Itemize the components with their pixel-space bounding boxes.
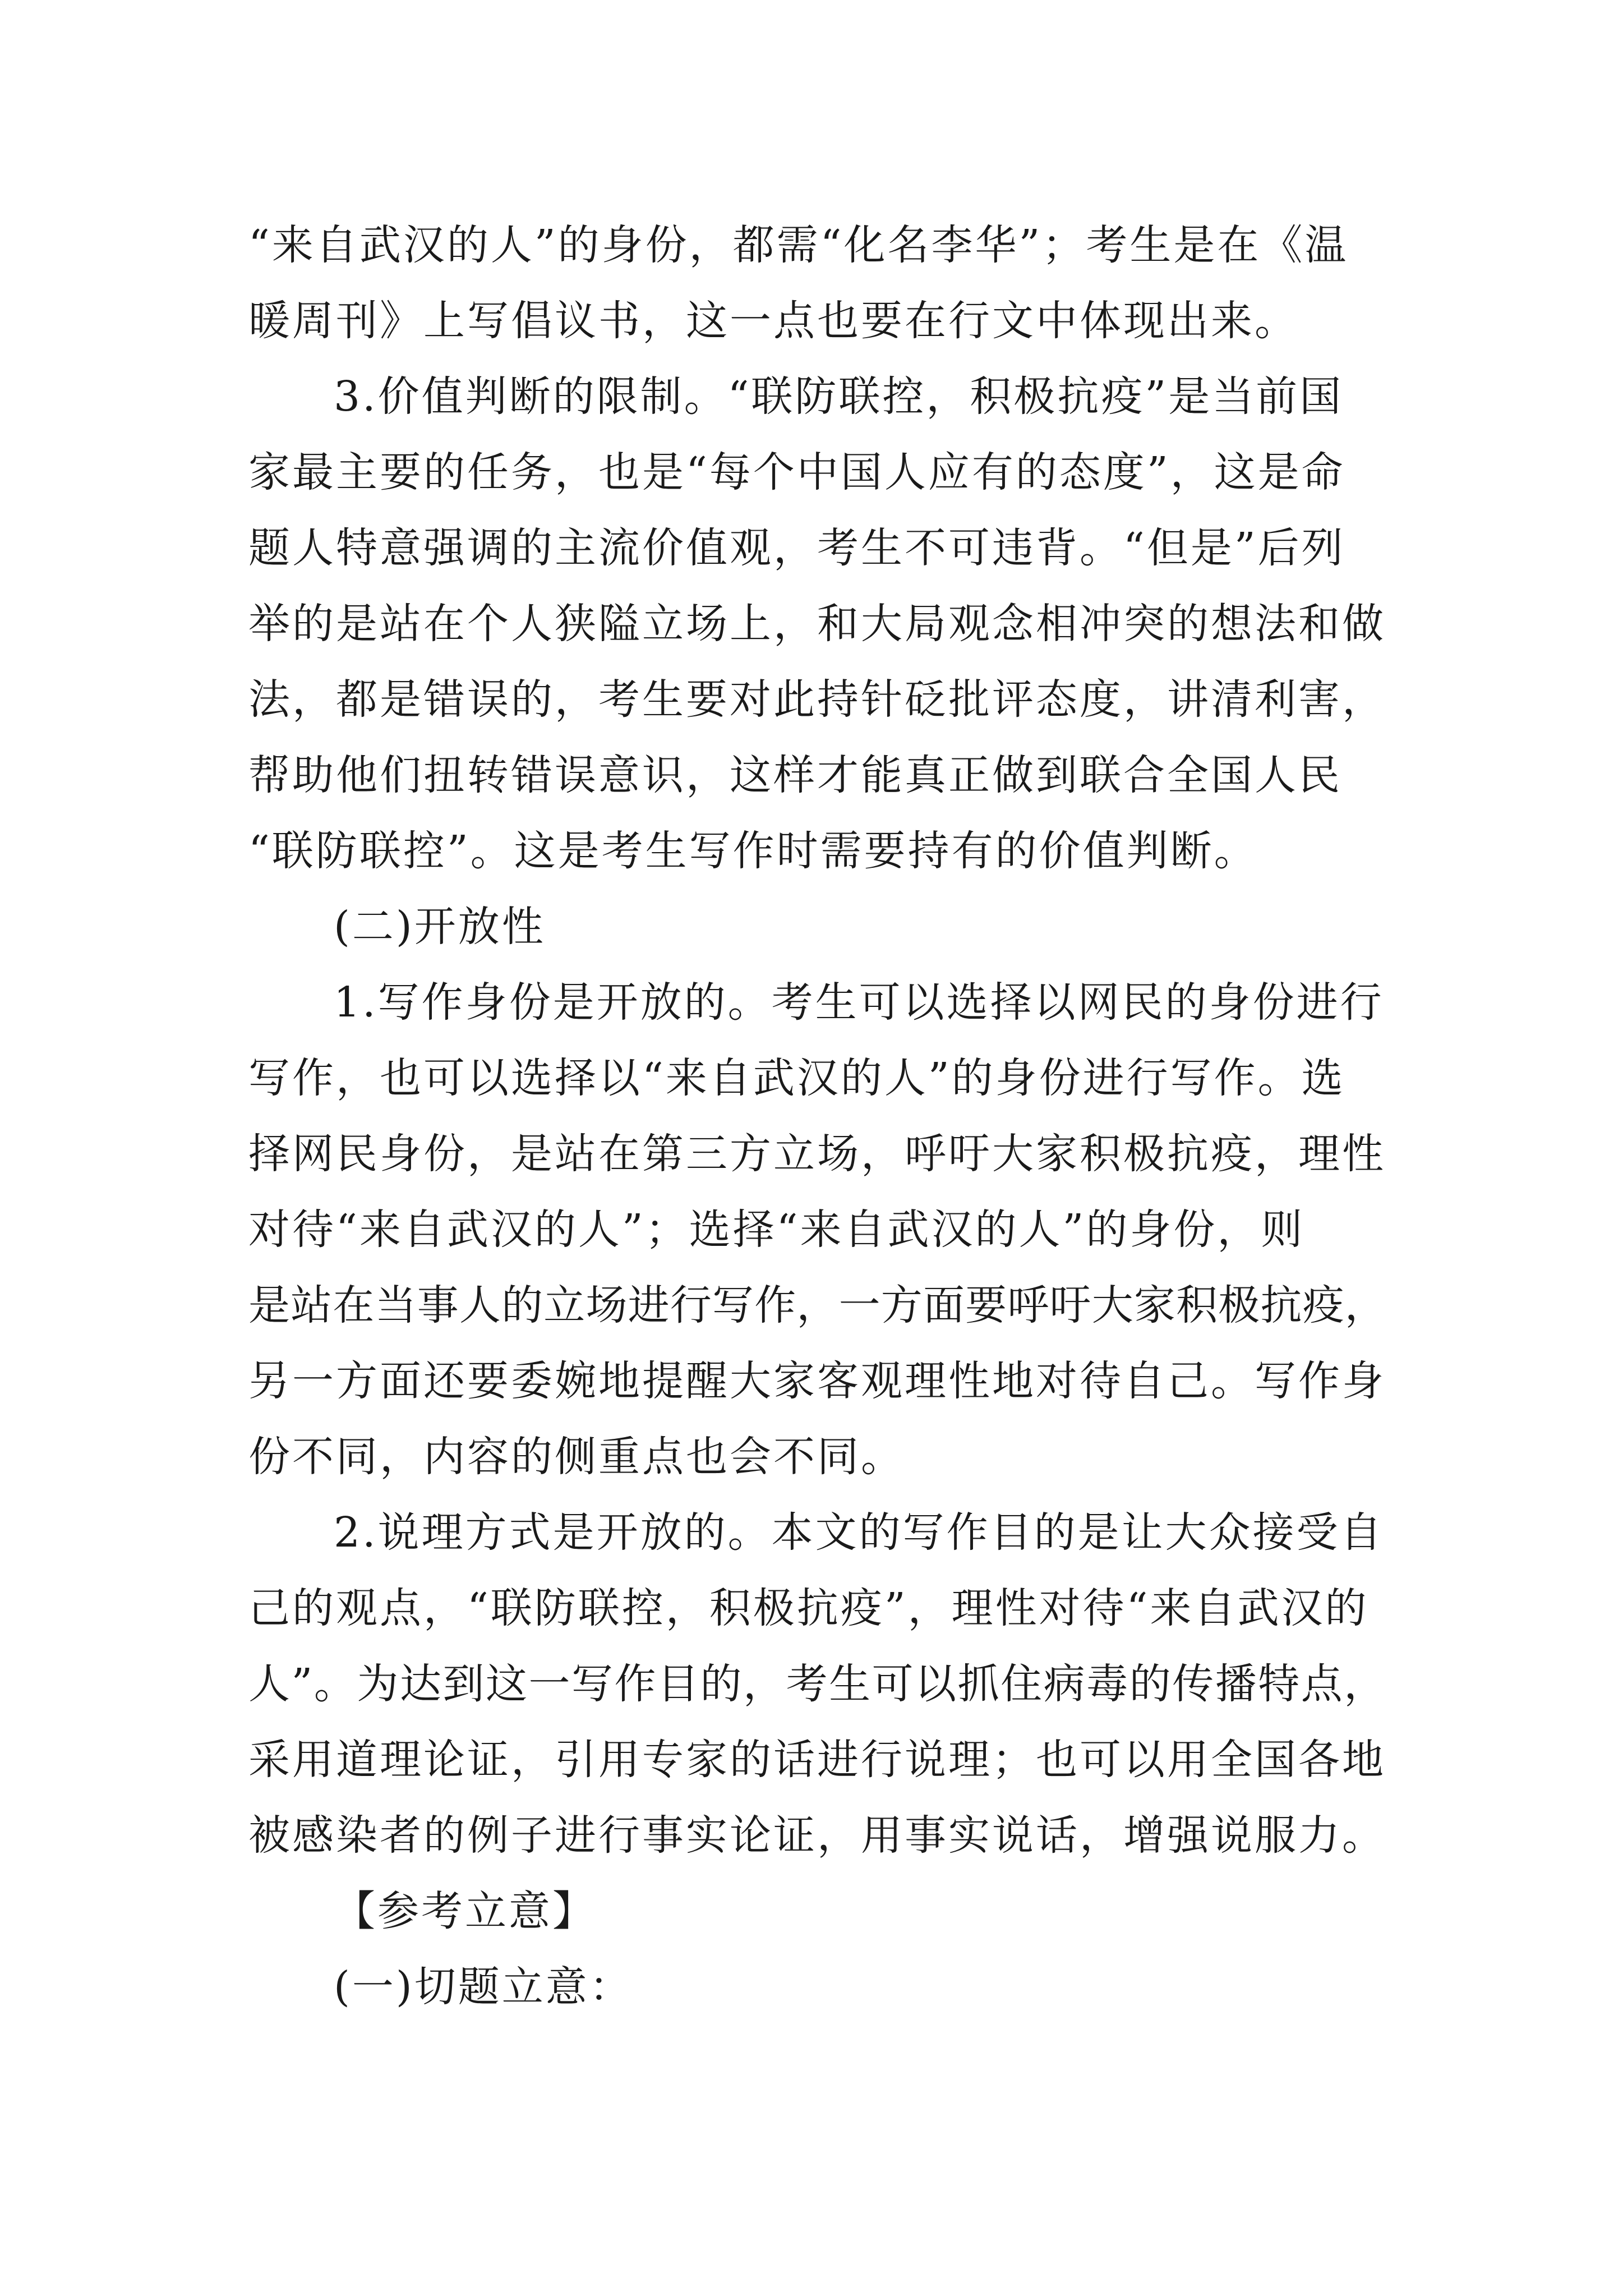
text-line: 对待“来自武汉的人”；选择“来自武汉的人”的身份，则 <box>248 1205 1305 1254</box>
text-line: 【参考立意】 <box>334 1887 596 1935</box>
text-line: 举的是站在个人狭隘立场上，和大局观念相冲突的想法和做 <box>248 600 1386 648</box>
text-line: 择网民身份，是站在第三方立场，呼吁大家积极抗疫，理性 <box>248 1130 1386 1178</box>
text-line: 被感染者的例子进行事实论证，用事实说话，增强说服力。 <box>248 1811 1386 1860</box>
text-line: “联防联控”。这是考生写作时需要持有的价值判断。 <box>248 827 1258 875</box>
text-line: 暖周刊》上写倡议书，这一点也要在行文中体现出来。 <box>248 297 1298 345</box>
text-line: 采用道理论证，引用专家的话进行说理；也可以用全国各地 <box>248 1736 1386 1784</box>
text-line: 份不同，内容的侧重点也会不同。 <box>248 1433 905 1481</box>
text-line: 题人特意强调的主流价值观，考生不可违背。“但是”后列 <box>248 524 1345 572</box>
text-line: 另一方面还要委婉地提醒大家客观理性地对待自己。写作身 <box>248 1357 1386 1405</box>
text-line: 1.写作身份是开放的。考生可以选择以网民的身份进行 <box>334 978 1384 1027</box>
text-line: 法，都是错误的，考生要对此持针砭批评态度，讲清利害， <box>248 675 1386 724</box>
text-line: 家最主要的任务，也是“每个中国人应有的态度”，这是命 <box>248 448 1345 496</box>
text-line: 人”。为达到这一写作目的，考生可以抓住病毒的传播特点， <box>248 1660 1387 1708</box>
text-line: 己的观点，“联防联控，积极抗疫”，理性对待“来自武汉的 <box>248 1584 1369 1632</box>
text-line: 是站在当事人的立场进行写作，一方面要呼吁大家积极抗疫， <box>248 1281 1387 1329</box>
text-line: 2.说理方式是开放的。本文的写作目的是让大众接受自 <box>334 1508 1384 1557</box>
text-line: 帮助他们扭转错误意识，这样才能真正做到联合全国人民 <box>248 751 1342 799</box>
body-text <box>248 208 1387 2025</box>
text-line: 写作，也可以选择以“来自武汉的人”的身份进行写作。选 <box>248 1054 1345 1102</box>
text-line: 3.价值判断的限制。“联防联控，积极抗疫”是当前国 <box>334 372 1344 421</box>
text-line: (二)开放性 <box>334 903 546 951</box>
text-line: “来自武汉的人”的身份，都需“化名李华”；考生是在《温 <box>248 221 1349 269</box>
text-line: (一)切题立意： <box>334 1963 633 2011</box>
